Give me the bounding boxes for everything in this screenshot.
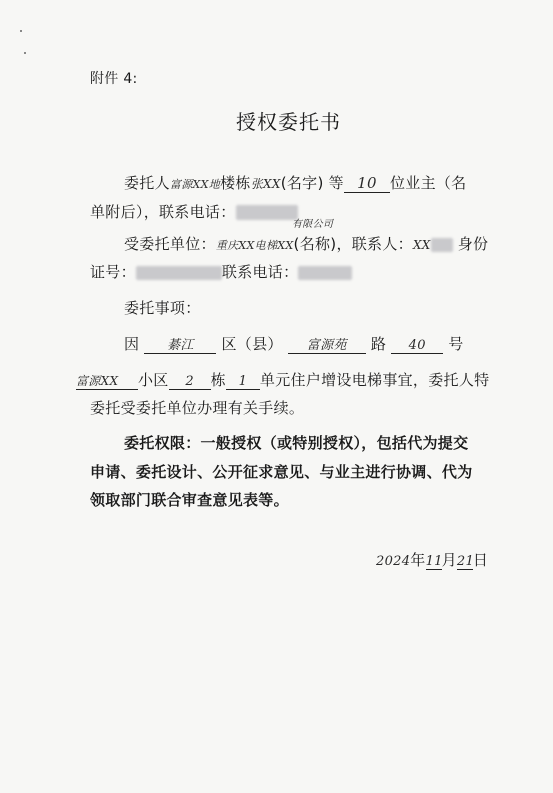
scan-mark (24, 52, 26, 54)
id-suffix: 身份 (457, 235, 489, 253)
scan-mark (20, 30, 22, 32)
handwritten-contact: XX (412, 238, 431, 252)
authority-line3: 领取部门联合审查意见表等。 (90, 491, 289, 509)
handwritten-address: 富源XX地 (169, 178, 221, 191)
handwritten-name: 张XX (250, 177, 281, 191)
building-label: 栋 (210, 371, 226, 389)
redacted-agent-phone (298, 266, 352, 280)
estate-label: 小区 (138, 371, 169, 389)
agent-phone-label: 联系电话： (221, 263, 299, 281)
agent-name-label: (名称)，联系人： (293, 235, 413, 253)
handwritten-building: 2 (169, 374, 211, 390)
year-label: 年 (410, 551, 426, 569)
para2-line1 (124, 233, 488, 254)
handwritten-unit-top: 有限公司 (292, 219, 334, 230)
handwritten-unit-number: 1 (226, 374, 260, 390)
handwritten-agent-unit: 重庆XX电梯XX (215, 239, 294, 252)
building-text: 楼栋 (220, 174, 251, 192)
handwritten-day: 21 (456, 554, 475, 569)
redacted-contact (431, 238, 453, 252)
matter-line2: 委托受委托单位办理有关手续。 (90, 399, 305, 417)
para1-line2 (90, 201, 298, 222)
para1-line1 (124, 172, 466, 193)
handwritten-number: 40 (391, 338, 443, 354)
authority-line1: 委托权限：一般授权（或特别授权），包括代为提交 (124, 434, 469, 452)
estate-line (76, 369, 489, 390)
day-label: 日 (472, 551, 489, 569)
id-label: 证号： (90, 263, 136, 281)
handwritten-month: 11 (425, 554, 443, 569)
attachment-label: 附件 4: (90, 71, 138, 87)
matters-label: 委托事项： (124, 299, 201, 317)
handwritten-year: 2024 (376, 554, 411, 569)
para2-line2 (90, 261, 352, 282)
handwritten-estate: 富源XX (76, 372, 138, 390)
number-label: 号 (448, 335, 464, 353)
redacted-id-number (136, 266, 222, 280)
handwritten-owner-count: 10 (344, 174, 390, 193)
matter-rest: 单元住户增设电梯事宜，委托人特 (259, 371, 490, 389)
district-label: 区（县） (221, 335, 283, 353)
road-label: 路 (370, 335, 387, 353)
name-label: (名字) 等 (280, 174, 344, 192)
month-label: 月 (441, 551, 457, 569)
agent-prefix: 受委托单位： (124, 235, 216, 253)
yin-text: 因 (124, 335, 140, 353)
handwritten-road: 富源苑 (288, 334, 366, 354)
owner-suffix: 位业主（名 (389, 174, 467, 192)
signing-date (376, 549, 488, 570)
address-line (124, 333, 464, 354)
contact-phone-label: 单附后），联系电话： (90, 203, 236, 221)
document-title: 授权委托书 (236, 110, 341, 134)
principal-prefix: 委托人 (124, 174, 170, 192)
handwritten-district: 綦江 (144, 334, 216, 354)
authority-line2: 申请、委托设计、公开征求意见、与业主进行协调、代为 (90, 463, 473, 481)
redacted-phone (236, 205, 298, 220)
